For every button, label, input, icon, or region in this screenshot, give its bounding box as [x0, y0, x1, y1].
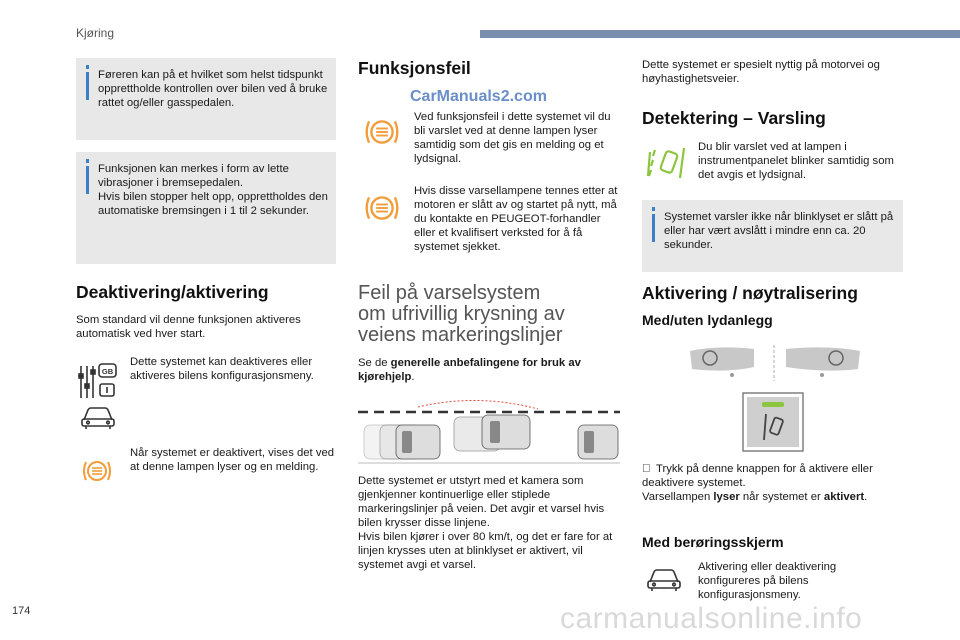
fault-heading: Funksjonsfeil	[358, 58, 471, 78]
info-note-1	[76, 58, 336, 140]
info-icon	[652, 214, 655, 242]
system-description: Dette systemet er utstyrt med et kamera som gjenkjenner kontinuerlige eller stiplede markeringslinjer på veien. Det avgir et varsel hvis bilen krysser disse linjene. Hvis bilen kjører i over 80 km/t, og det er fare for at linjen krysses uten at blinklyset er aktivert, vil systemet avgi et varsel.	[358, 475, 613, 571]
deactivation-text: Som standard vil denne funksjonen aktiveres automatisk ved hver start.	[76, 314, 301, 340]
see-recommendations-text: Se de generelle anbefalingene for bruk av kjørehjelp.	[358, 357, 581, 383]
svg-text:GB: GB	[101, 367, 114, 376]
note-text: Føreren kan på et hvilket som helst tidspunkt opprettholde kontrollen over bilen ved å bruke rattet og/eller gasspedalen.	[98, 69, 328, 109]
footer-watermark: carmanualsonline.info	[560, 602, 863, 635]
section-label: Kjøring	[76, 26, 115, 40]
info-icon	[86, 72, 89, 100]
press-button-text: Trykk på denne knappen for å aktivere eller deaktivere systemet. Varsellampen lyser når systemet er aktivert.	[642, 463, 873, 503]
warning-system-heading: Feil på varselsystem om ufrivillig krysning av veiens markeringslinjer	[358, 282, 565, 346]
car-outline-icon	[646, 566, 682, 592]
lane-departure-lamp-icon	[646, 144, 686, 180]
brake-warning-lamp-icon	[362, 112, 402, 152]
carmanuals-watermark: CarManuals2.com	[410, 88, 547, 105]
note-text: Funksjonen kan merkes i form av lette vibrasjoner i bremsepedalen. Hvis bilen stopper helt opp, opprettholdes den automatiske bremsingen i 1 til 2 sekunder.	[98, 163, 328, 217]
brake-warning-lamp-icon	[80, 454, 114, 488]
with-audio-subheading: Med/uten lydanlegg	[642, 312, 773, 328]
lane-departure-illustration	[358, 395, 620, 467]
info-note-3	[642, 200, 903, 272]
fault-item-2: Hvis disse varsellampene tennes etter at motoren er slått av og startet på nytt, må du kontakte en PEUGEOT-forhandler eller et kvalifisert verksted for å få systemet sjekket.	[414, 185, 618, 253]
fault-item-1: Ved funksjonsfeil i dette systemet vil du bli varslet ved at denne lampen lyser samtidig som det gis en melding og et lydsignal.	[414, 111, 611, 165]
intro-text: Dette systemet er spesielt nyttig på motorvei og høyhastighetsveier.	[642, 59, 880, 85]
deactivation-item-1: Dette systemet kan deaktiveres eller aktiveres bilens konfigurasjonsmeny.	[130, 356, 314, 382]
deactivation-item-2: Når systemet er deaktivert, vises det ved at denne lampen lyser og en melding.	[130, 447, 335, 473]
car-outline-icon	[80, 404, 116, 430]
touchscreen-text: Aktivering eller deaktivering konfigureres på bilens konfigurasjonsmeny.	[698, 561, 837, 601]
brake-warning-lamp-icon	[362, 188, 402, 228]
lane-button-icon[interactable]	[742, 392, 804, 452]
note-text: Systemet varsler ikke når blinklyset er slått på eller har vært avslått i mindre enn ca. 20 sekunder.	[664, 211, 894, 251]
detection-item: Du blir varslet ved at lampen i instrumentpanelet blinker samtidig som det avgis et lydsignal.	[698, 141, 894, 181]
dashboard-illustration	[688, 345, 864, 381]
deactivation-heading: Deaktivering/aktivering	[76, 282, 269, 302]
touchscreen-subheading: Med berøringsskjerm	[642, 534, 784, 550]
page-number: 174	[12, 605, 31, 617]
detection-heading: Detektering – Varsling	[642, 108, 826, 128]
info-icon	[86, 166, 89, 194]
header-accent-bar	[480, 30, 960, 38]
activation-heading: Aktivering / nøytralisering	[642, 283, 858, 303]
info-note-2	[76, 152, 336, 264]
config-menu-icon	[78, 362, 118, 402]
